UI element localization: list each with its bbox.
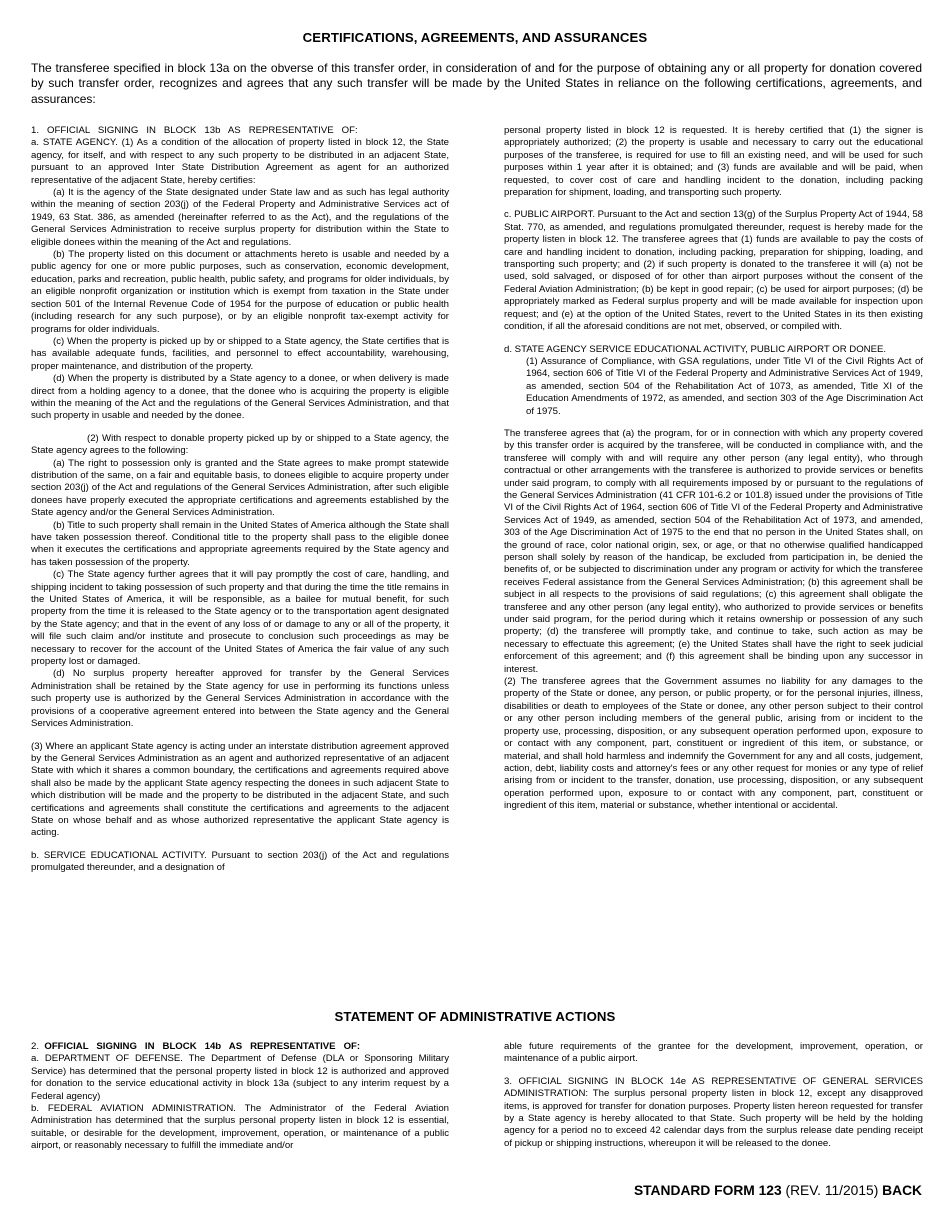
gsa-paragraph: 3. OFFICIAL SIGNING IN BLOCK 14e AS REPRESENTATIVE OF GENERAL SERVICES ADMINISTRATION: The surplus personal property listen in block 12, except any disapproved items, is approved for transfer for donation purposes. Property listen hereon requested for transfer by a State agency is hereby allocated to that State. Such property will be held by the holding agency for a period no to exceed 42 calendar days from the surplus release date pending receipt of pickup or shipping instructions, whereupon it will be released to the donee. <box>504 1075 923 1149</box>
right-column <box>504 125 923 813</box>
form-footer <box>634 1183 922 1198</box>
clause-2c: (c) The State agency further agrees that it will pay promptly the cost of care, handling, and shipping incident to taking possession of such property and that during the time the title remains in the United States of America, it will be responsible, as a bailee for mutual benefit, for such property from the time it is released to the State agency or to the transportation agent designated by the State agency; and that in the event of any loss of or damage to any or all of the property, it will file such claim and/or institute and prosecute to conclusion such proceedings as may be necessary to recover for the account of the United States of America the fair value of any such property lost or damaged. <box>31 569 449 668</box>
state-agency-paragraph: a. STATE AGENCY. (1) As a condition of the allocation of property listed in block 12, the State agency, for itself, and with respect to any such property to be distributed in an adjacent State, pursuant to an approved Inter State Distribution Agreement as agent for an authorized representative of the adjacent State, hereby certifies: <box>31 137 449 186</box>
left-column <box>31 125 449 875</box>
clause-2a: (a) The right to possession only is granted and the State agrees to make prompt statewide distribution of the same, on a fair and equitable basis, to donees eligible to acquire property under section 203(j) of the Act and regulations of the General Services Administration, after such eligible donees have properly executed the appropriate certifications and agreements established by the State agency and/or the General Services Administration. <box>31 457 449 519</box>
bottom-right-column <box>504 1041 923 1150</box>
clause-2-intro: (2) With respect to donable property picked up by or shipped to a State agency, the State agency agrees to the following: <box>31 432 449 457</box>
section-1-heading: 1. OFFICIAL SIGNING IN BLOCK 13b AS REPRESENTATIVE OF: <box>31 125 358 136</box>
clause-1d: (d) When the property is distributed by a State agency to a donee, or when delivery is made direct from a holding agency to a donee, that the donee who is acquiring the property is eligible within the meaning of the Act and the regulations of the General Services Administration, and that such property in usable and needed by the donee. <box>31 373 449 422</box>
clause-3: (3) Where an applicant State agency is acting under an interstate distribution agreement approved by the General Services Administration as an agent and authorized representative of an adjacent State with which it shares a common boundary, the certifications and agreements required above shall also be made by the applicant State agency respecting the donees in such adjacent State to which distribution will be made and the property to be distributed in the adjacent State, and such certifications and agreements shall constitute the certifications and agreements to the adjacent State on whose behalf and as whose authorized representative the applicant State agency is acting. <box>31 740 449 839</box>
faa-continued: able future requirements of the grantee for the development, improvement, operation, or maintenance of a public airport. <box>504 1041 923 1065</box>
form-name: STANDARD FORM 123 <box>633 1183 782 1198</box>
page-title: CERTIFICATIONS, AGREEMENTS, AND ASSURANCES <box>302 30 648 45</box>
section-2-number: 2. <box>31 1041 40 1052</box>
transferee-agreement: The transferee agrees that (a) the program, for or in connection with which any property covered by this transfer order is acquired by the transferee, will be conducted in compliance with, and the transferee will comply with and will require any other person (any legal entity), who through contractual or other arrangements with the transferee is authorized to provide services or benefits under said program, to comply with all requirements imposed by or pursuant to the regulations of the General Services Administration (41 CFR 101-6.2 or 101.8) issued under the provisions of Title VI of the Civil Rights Act of 1964, section 606 of Title VI of the Federal Property and Administrative Services Act of 1949, as amended, section 504 of the Rehabilitation Act of 1973, and amended, 303 of the Age Discrimination Act of 1975 to the end that no person in the United States shall, on the ground of race, color national origin, sex, or age, or that no otherwise qualified handicapped person shall solely by reason of the handicap, be excluded from participation in, be denied the benefits of, or be subjected to discrimination under any program or activity for which the transferee receives Federal assistance from the General Services Administration; (b) this agreement shall be subject in all respects to the provisions of said regulations; (c) this agreement shall obligate the transferee and any other person (any legal entity), who authorized to provide services or benefits under said program, for the period during which it retains ownership or possession of any such property; (d) the transferee will promptly take, and continue to take, such action as may be necessary to effectuate this agreement; (e) the United States shall have the right to seek judicial enforcement of this agreement; and (f) this agreement shall be binding upon any successor in interest. <box>504 427 923 675</box>
service-educational-continued: personal property listed in block 12 is requested. It is hereby certified that (1) the signer is appropriately authorized; (2) the property is usable and necessary to carry out the educational purposes of the transferee, is required for use to fill an existing need, and will be used for such purposes within 1 year after it is obtained; and (3) funds are available and will be paid, when requested, to cover cost of care and handling incident to the donation, including packing preparation for shipment, loading, and transporting such property. <box>504 125 923 199</box>
form-revision: (REV. 11/2015) <box>781 1183 883 1198</box>
bottom-left-column <box>31 1041 449 1153</box>
section-2-heading <box>31 1041 449 1053</box>
public-airport-paragraph: c. PUBLIC AIRPORT. Pursuant to the Act and section 13(g) of the Surplus Property Act of 1944, 58 Stat. 770, as amended, and regulations promulgated thereunder, request is hereby made for the property listen in block 12. The transferee agrees that (1) funds are available to pay the costs of care and handling incident to donation, including packing, preparation for shipping, loading, and transporting such property; and (2) if such property is donated to the transferee it will (a) not be used, sold salvaged, or disposed of for other than airport purposes without the consent of the Federal Aviation Administration; (b) be kept in good repair; (c) be used for airport purposes; (d) be appropriately marked as Federal surplus property and will be made available for inspection upon request; and (e) at the option of the United States, revert to the United States in its then existing condition, if all the aforesaid conditions are not met, observed, or compiled with. <box>504 209 923 333</box>
clause-2b: (b) Title to such property shall remain in the United States of America although the State shall have taken possession thereof. Conditional title to the property shall pass to the eligible donee when it executes the certifications and appropriate agreements required by the State agency and has taken possession of the property. <box>31 519 449 568</box>
clause-1a: (a) It is the agency of the State designated under State law and as such has legal authority within the meaning of section 203(j) of the Federal Property and Administrative Services act of 1949, 63 Stat. 386, as amended (hereinafter referred to as the Act), and the regulations of the General Services Administration to receive surplus property for distribution within the State to eligible donees within the meaning of the Act and regulations. <box>31 187 449 248</box>
state-agency-donee-heading: d. STATE AGENCY SERVICE EDUCATIONAL ACTIVITY, PUBLIC AIRPORT OR DONEE. <box>504 343 887 355</box>
section-2-title: STATEMENT OF ADMINISTRATIVE ACTIONS <box>334 1009 616 1024</box>
liability-clause: (2) The transferee agrees that the Government assumes no liability for any damages to the property of the State or donee, any person, or public property, or for the personal injuries, illness, disabilities or death to employees of the State or donee, any other person subject to their control or any other person including members of the general public, arising from or incident to the property use, processing, disposition, or any subsequent operation performed upon, exposure to or contact with any component, part, constituent or ingredient of this item, or substance, or material, and shall hold harmless and indemnify the Government for any and all costs, judgement, action, debt, liability costs and attorney's fees or any other request for monies or any type of relief arising from or incident to the transfer, donation, use processing, disposition, or any subsequent operation performed upon, exposure to or contact with any component, part, constituent or ingredient of this item, material or substance, whether intentional or accidental. <box>504 676 923 812</box>
clause-2d: (d) No surplus property hereafter approved for transfer by the General Services Administration shall be retained by the State agency for use in performing its functions unless such property use is authorized by the General Services Administration in accordance with the provisions of a cooperative agreement entered into between the State agency and the General Services Administration. <box>31 668 449 730</box>
department-of-defense-paragraph: a. DEPARTMENT OF DEFENSE. The Department of Defense (DLA or Sponsoring Military Service) has determined that the personal property listed in block 12 is authorized and approved for donation to the service educational activity in block 13a (subject to any interim request by a Federal agency) <box>31 1053 449 1102</box>
intro-paragraph: The transferee specified in block 13a on the obverse of this transfer order, in consideration of and for the purpose of obtaining any or all property for donation covered by such transfer order, recognizes and agrees that any such transfer will be made by the United States in reliance on the following certifications, agreements, and assurances: <box>31 61 922 106</box>
assurance-of-compliance: (1) Assurance of Compliance, with GSA regulations, under Title VI of the Civil Rights Act of 1964, section 606 of Title VI of the Federal Property and Administrative Services Act of 1949, as amended, section 504 of the Rehabilitation Act of 1073, as amended, Title XI of the Education Amendments of 1972, as amended, and section 303 of the Age Discrimination Act of 1975. <box>526 355 923 417</box>
faa-paragraph: b. FEDERAL AVIATION ADMINISTRATION. The Administrator of the Federal Aviation Administration has determined that the surplus personal property listen in block 12 is essential, suitable, or desirable for the development, improvement, operation, or maintenance of a public airport, or reasonably necessary to fulfill the immediate and/or <box>31 1103 449 1152</box>
clause-1c: (c) When the property is picked up by or shipped to a State agency, the State certifies that is has available adequate funds, facilities, and personnel to effect accountability, warehousing, proper maintenance, and distribution of the property. <box>31 335 449 372</box>
service-educational-activity: b. SERVICE EDUCATIONAL ACTIVITY. Pursuant to section 203(j) of the Act and regulations promulgated thereunder, and a designation of <box>31 849 449 874</box>
clause-1b: (b) The property listed on this document or attachments hereto is usable and needed by a public agency for one or more public purposes, such as conservation, economic development, education, parks and recreation, public health, public safety, and programs for older individuals, by an eligible nonprofit organization or institution which is exempt from taxation in the State under section 501 of the Internal Revenue Code of 1954 for the purpose of education or public health (including research for any such purpose), or by an eligible nonprofit tax-exempt activity for programs for older individuals. <box>31 249 449 335</box>
page-side: BACK <box>882 1183 922 1198</box>
section-2-heading-text: OFFICIAL SIGNING IN BLOCK 14b AS REPRESENTATIVE OF: <box>44 1041 361 1052</box>
